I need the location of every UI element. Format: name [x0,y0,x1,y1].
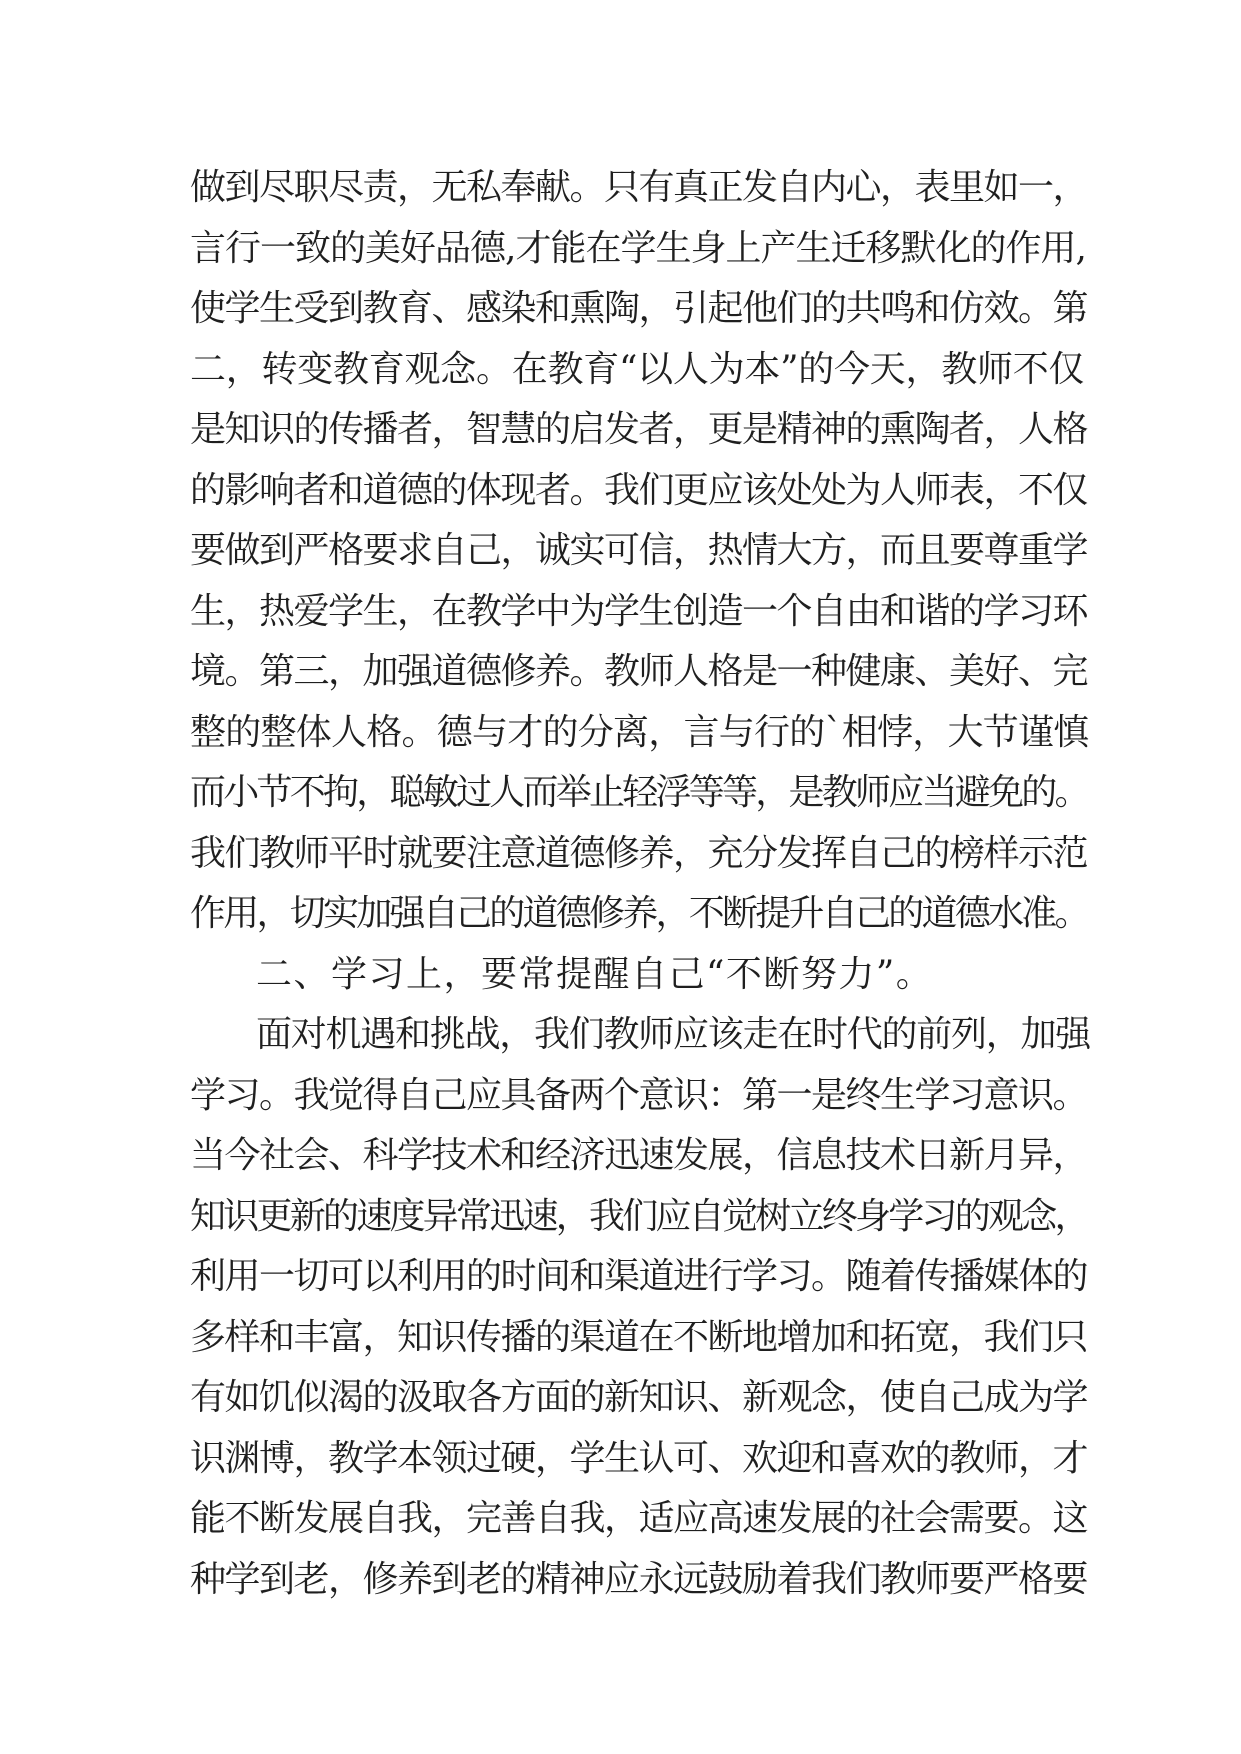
text-line: 识渊博，教学本领过硬，学生认可、欢迎和喜欢的教师，才 [190,1437,1088,1479]
text-line: 能不断发展自我，完善自我，适应高速发展的社会需要。这 [190,1498,1088,1539]
text-line: 言行一致的美好品德,才能在学生身上产生迁移默化的作用, [190,227,1086,269]
text-line: 知识更新的速度异常迅速，我们应自觉树立终身学习的观念， [190,1195,1088,1237]
text-line: 二，转变教育观念。在教育“以人为本”的今天，教师不仅 [190,348,1085,390]
text-line: 整的整体人格。德与才的分离，言与行的`相悖，大节谨慎 [190,711,1089,753]
text-line: 当今社会、科学技术和经济迅速发展，信息技术日新月异， [190,1135,1088,1176]
text-line: 有如饥似渴的汲取各方面的新知识、新观念，使自己成为学 [190,1377,1088,1418]
text-line: 面对机遇和挑战，我们教师应该走在时代的前列，加强 [256,1014,1091,1055]
text-line: 使学生受到教育、感染和熏陶，引起他们的共鸣和仿效。第 [190,288,1088,329]
text-line: 利用一切可以利用的时间和渠道进行学习。随着传播媒体的 [190,1256,1088,1297]
text-line: 种学到老，修养到老的精神应永远鼓励着我们教师要严格要 [190,1558,1088,1600]
body-text [190,158,1090,1610]
text-line: 学习。我觉得自己应具备两个意识：第一是终生学习意识。 [190,1074,1088,1116]
text-line: 我们教师平时就要注意道德修养，充分发挥自己的榜样示范 [190,832,1088,874]
text-line: 要做到严格要求自己，诚实可信，热情大方，而且要尊重学 [190,530,1088,571]
text-line: 是知识的传播者，智慧的启发者，更是精神的熏陶者，人格 [190,409,1088,450]
text-line: 作用，切实加强自己的道德修养，不断提升自己的道德水准。 [190,893,1088,934]
text-line: 多样和丰富，知识传播的渠道在不断地增加和拓宽，我们只 [190,1316,1088,1358]
text-line: 二、学习上，要常提醒自己“不断努力”。 [256,953,934,995]
text-line: 的影响者和道德的体现者。我们更应该处处为人师表，不仅 [190,469,1088,511]
text-line: 而小节不拘，聪敏过人而举止轻浮等等，是教师应当避免的。 [190,772,1088,813]
text-line: 做到尽职尽责，无私奉献。只有真正发自内心，表里如一， [190,167,1088,208]
text-line: 生，热爱学生，在教学中为学生创造一个自由和谐的学习环 [190,590,1088,632]
text-line: 境。第三，加强道德修养。教师人格是一种健康、美好、完 [190,651,1088,692]
